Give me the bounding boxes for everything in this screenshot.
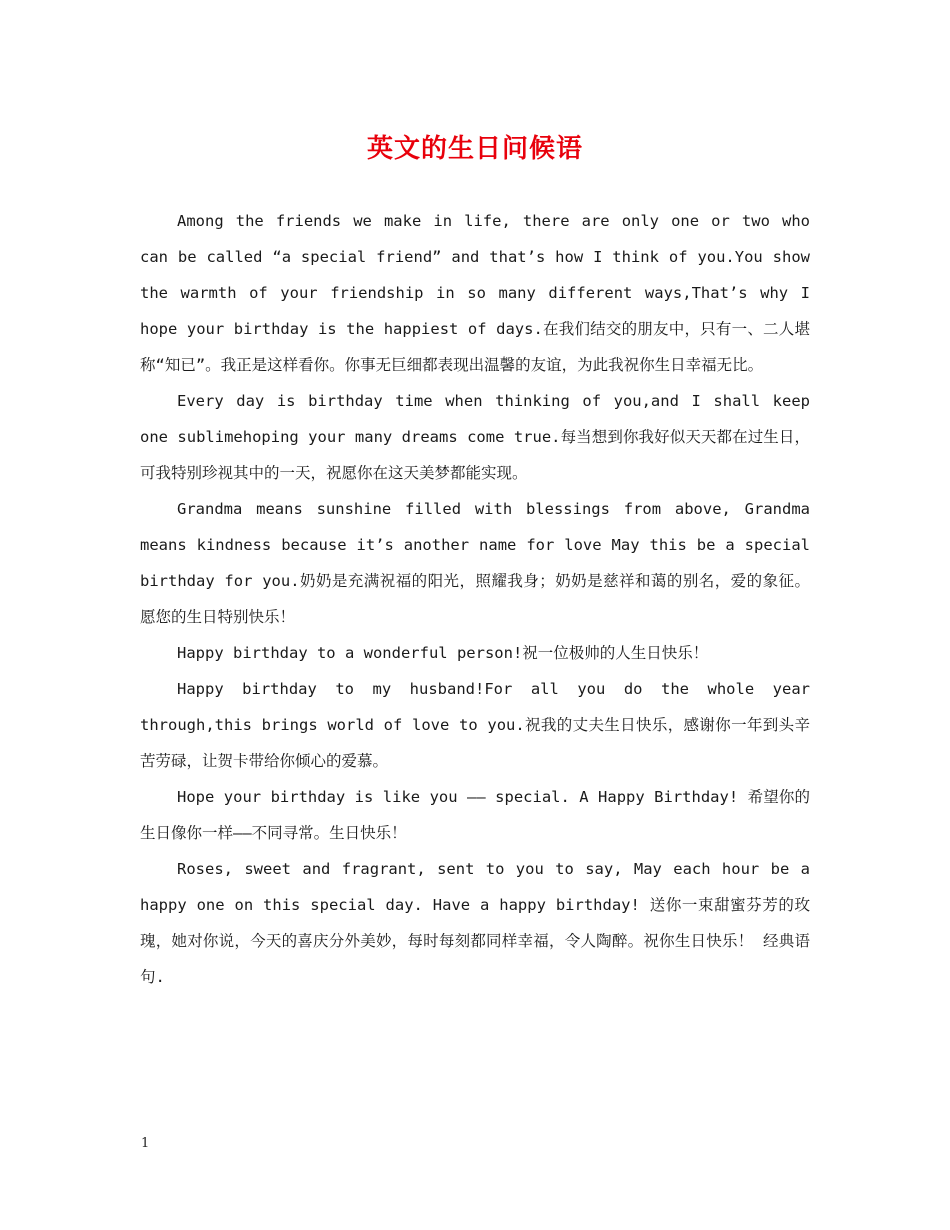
paragraph-husband: Happy birthday to my husband!For all you do the whole year through,this brings world of love to you.祝我的丈夫生日快乐，感谢你一年到头辛苦劳碌，让贺卡带给你倾心的爱慕。 [140, 680, 810, 770]
page-title: 英文的生日问候语 [366, 134, 583, 164]
paragraph-grandma: Grandma means sunshine filled with blessings from above, Grandma means kindness because it’s another name for love May this be a special birthday for you.奶奶是充满祝福的阳光，照耀我身；奶奶是慈祥和蔼的别名，爱的象征。愿您的生日特别快乐！ [140, 500, 810, 626]
paragraph-hope-special: Hope your birthday is like you —— special. A Happy Birthday! 希望你的生日像你一样——不同寻常。生日快乐！ [140, 788, 810, 842]
paragraph-special-friend: Among the friends we make in life, there are only one or two who can be called “a special friend” and that’s how I think of you.You show the warmth of your friendship in so many different ways,That’s why I hope your birthday is the happiest of days.在我们结交的朋友中，只有一、二人堪称“知已”。我正是这样看你。你事无巨细都表现出温馨的友谊，为此我祝你生日幸福无比。 [140, 212, 810, 374]
paragraph-roses: Roses, sweet and fragrant, sent to you to say, May each hour be a happy one on this special day. Have a happy birthday! 送你一束甜蜜芬芳的玫瑰，她对你说，今天的喜庆分外美妙，每时每刻都同样幸福，令人陶醉。祝你生日快乐！ 经典语句. [140, 860, 810, 986]
paragraph-every-day: Every day is birthday time when thinking of you,and I shall keep one sublimehoping your many dreams come true.每当想到你我好似天天都在过生日，可我特别珍视其中的一天，祝愿你在这天美梦都能实现。 [140, 392, 810, 482]
document-body [140, 203, 810, 995]
page-number: 1 [141, 1136, 150, 1151]
paragraph-wonderful-person: Happy birthday to a wonderful person!祝一位极帅的人生日快乐！ [177, 644, 709, 662]
